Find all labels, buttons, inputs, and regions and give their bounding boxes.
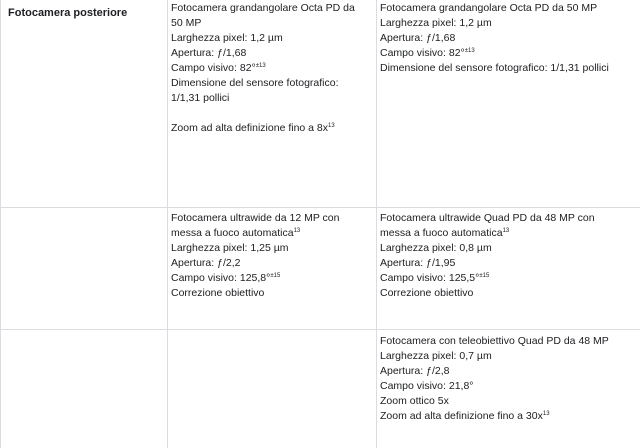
spec-line: Correzione obiettivo (380, 287, 474, 299)
spec-line: Zoom ad alta definizione fino a $30x^{13}$ (380, 410, 550, 422)
spacer (171, 106, 371, 121)
footnote-ref: ±15 (479, 273, 490, 279)
spec-line: Zoom ottico 5x (380, 395, 449, 407)
spec-line: Correzione obiettivo (171, 287, 265, 299)
table-border-left (0, 0, 1, 448)
spec-line: Fotocamera grandangolare Octa PD da 50 MP (380, 2, 598, 14)
spec-line: Campo visivo: 21,8° (380, 380, 474, 392)
column-divider (376, 0, 377, 448)
spec-line: Larghezza pixel: 0,7 µm (380, 350, 492, 362)
footnote-ref: 13 (542, 411, 550, 417)
spec-line: Fotocamera con teleobiettivo Quad PD da 48 MP (380, 335, 609, 347)
spec-cell (380, 1, 638, 76)
row-header-rear-camera: Fotocamera posteriore (8, 7, 128, 19)
spec-cell (171, 1, 371, 136)
spec-line: Apertura: ƒ/1,95 (380, 257, 456, 269)
spec-line: Larghezza pixel: 1,2 µm (171, 32, 283, 44)
spec-line: 50 MP (171, 17, 202, 29)
spec-line: Zoom ad alta definizione fino a $8x^{13}$ (171, 122, 335, 134)
spec-line: Apertura: ƒ/1,68 (171, 47, 247, 59)
spec-line: Campo visivo: 125,8°$^{\pm 15}$ (171, 272, 281, 284)
spec-line: Fotocamera ultrawide Quad PD da 48 MP con (380, 212, 595, 224)
footnote-ref: ±13 (255, 63, 266, 69)
spec-line: Larghezza pixel: 1,2 µm (380, 17, 492, 29)
spec-line: Campo visivo: 82°$^{\pm 13}$ (171, 62, 266, 74)
spec-line: Larghezza pixel: 1,25 µm (171, 242, 289, 254)
spec-line: Apertura: ƒ/1,68 (380, 32, 456, 44)
spec-cell (380, 211, 638, 301)
footnote-ref: ±13 (464, 48, 475, 54)
spec-line: Campo visivo: 125,5°$^{\pm 15}$ (380, 272, 490, 284)
spec-line: messa a fuoco automatica$^{13}$ (380, 227, 510, 239)
spec-line: Larghezza pixel: 0,8 µm (380, 242, 492, 254)
spec-line: Fotocamera ultrawide da 12 MP con (171, 212, 340, 224)
spec-line: Apertura: ƒ/2,8 (380, 365, 450, 377)
column-divider (167, 0, 168, 448)
spec-line: Dimensione del sensore fotografico: (171, 77, 339, 89)
spec-line: Campo visivo: 82°$^{\pm 13}$ (380, 47, 475, 59)
row-divider (0, 329, 640, 330)
spec-line: messa a fuoco automatica$^{13}$ (171, 227, 301, 239)
spec-cell (171, 211, 371, 301)
spec-cell (380, 334, 638, 424)
footnote-ref: ±15 (270, 273, 281, 279)
footnote-ref: 13 (293, 228, 301, 234)
spec-line: Fotocamera grandangolare Octa PD da (171, 2, 355, 14)
row-divider (0, 207, 640, 208)
footnote-ref: 13 (502, 228, 510, 234)
spec-line: Apertura: ƒ/2,2 (171, 257, 241, 269)
footnote-ref: 13 (328, 123, 335, 129)
spec-line: Dimensione del sensore fotografico: 1/1,31 pollici (380, 62, 609, 74)
spec-line: 1/1,31 pollici (171, 92, 230, 104)
